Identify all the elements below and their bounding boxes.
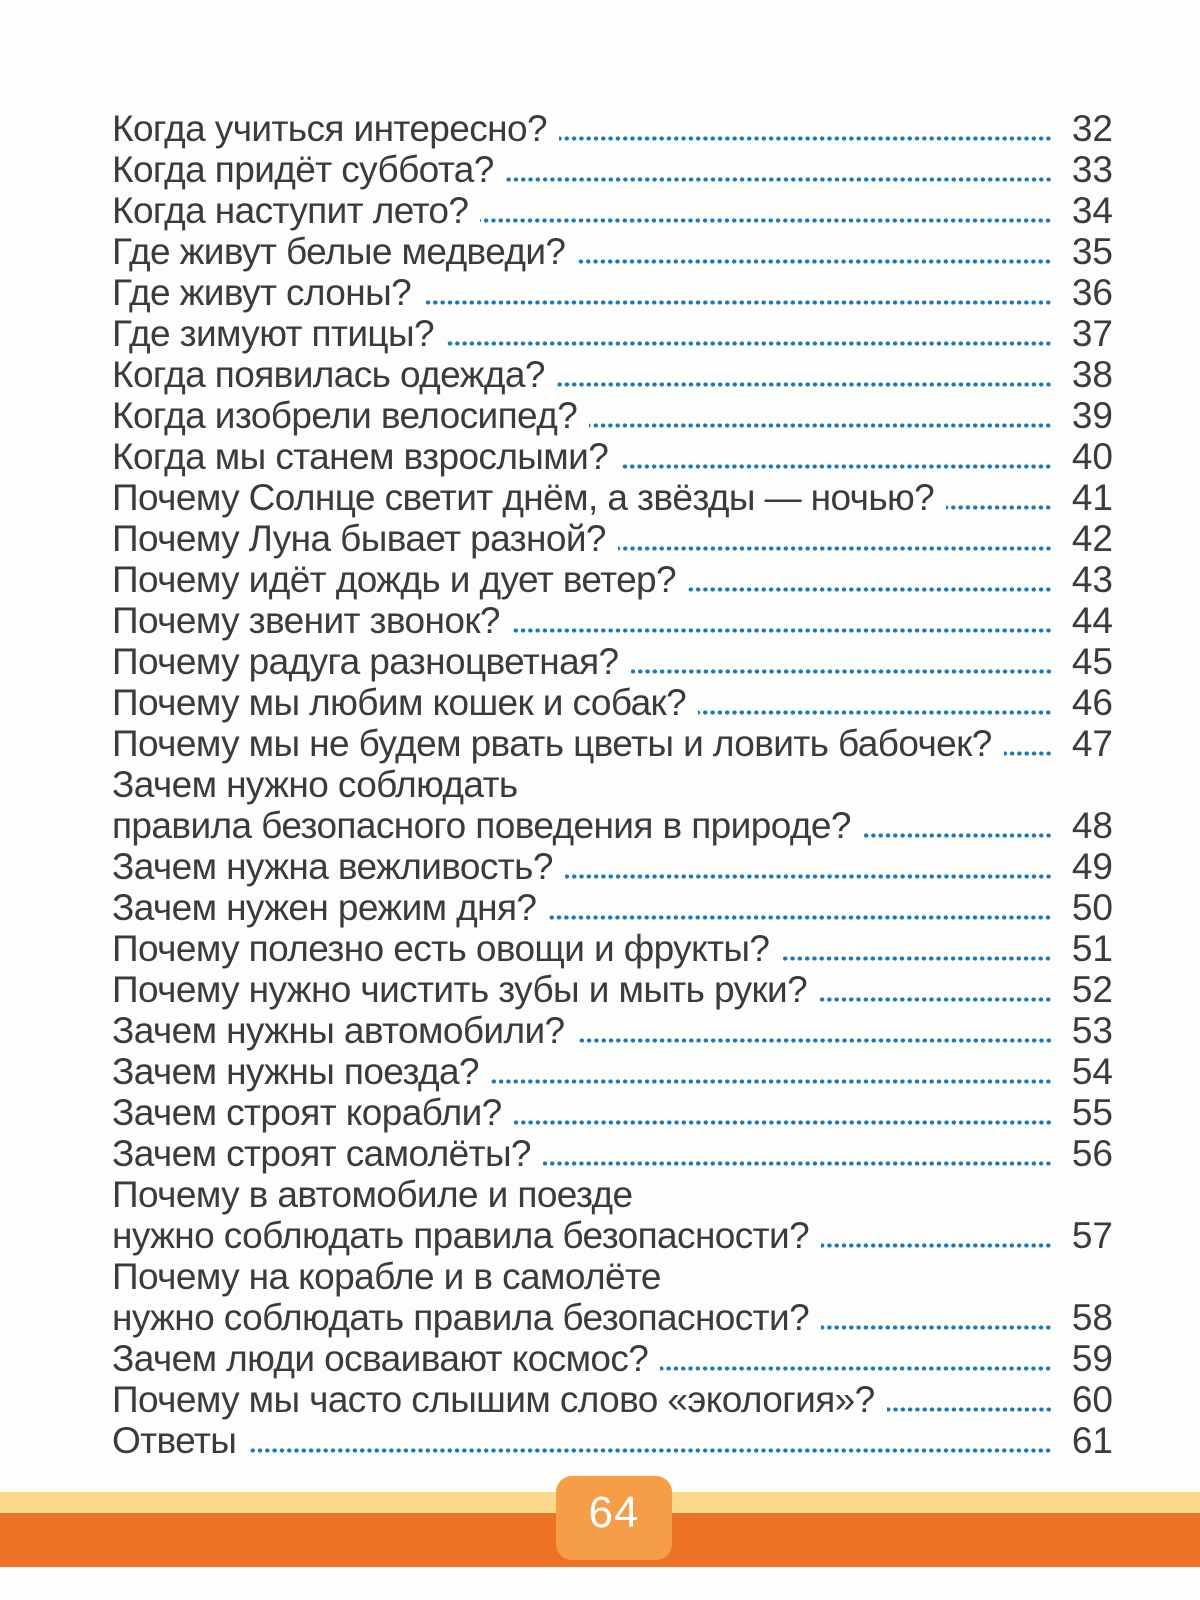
toc-entry-page: 53 [1071,1010,1113,1051]
toc-entry-page: 38 [1071,354,1113,395]
toc-entry-line [112,313,1113,354]
toc-entry-page: 33 [1071,149,1113,190]
toc-entry-page: 47 [1071,723,1113,764]
toc-entry-page: 50 [1071,887,1113,928]
toc-entry-line [112,559,1113,600]
dotted-leader [781,956,1052,961]
toc-entry-line [112,846,1113,887]
dotted-leader [514,1120,1052,1125]
toc-entry-page: 34 [1071,190,1113,231]
dotted-leader [821,1325,1052,1330]
dotted-leader [577,1038,1052,1043]
toc-entry-title: Когда наступит лето? [112,190,469,231]
toc-entry-title: Почему мы не будем рвать цветы и ловить бабочек? [112,723,992,764]
toc-entry-title: правила безопасного поведения в природе? [112,805,851,846]
toc-entry-line [112,108,1113,149]
toc-entry-line [112,1092,1113,1133]
dotted-leader [863,833,1052,838]
toc-entry-title: Почему мы любим кошек и собак? [112,682,687,723]
toc-entry-title: Почему в автомобиле и поезде [112,1174,633,1215]
toc-entry-title: Где живут слоны? [112,272,412,313]
toc-entry-line [112,1010,1113,1051]
toc-entry-title: Когда мы станем взрослыми? [112,436,609,477]
toc-entry-line [112,805,1113,846]
toc-entry-line [112,190,1113,231]
dotted-leader [1004,751,1052,756]
dotted-leader [480,218,1052,223]
toc-entry-line [112,1338,1113,1379]
dotted-leader [548,915,1052,920]
toc-entry-line [112,231,1113,272]
toc-entry-title: Зачем нужны автомобили? [112,1010,565,1051]
dotted-leader [631,669,1053,674]
toc-entry-title: Зачем строят корабли? [112,1092,502,1133]
dotted-leader [446,341,1052,346]
toc-entry-line [112,600,1113,641]
dotted-leader [946,505,1052,510]
dotted-leader [557,382,1052,387]
toc-entry-line [112,1379,1113,1420]
toc-entry-title: Где живут белые медведи? [112,231,566,272]
toc-entry-page: 49 [1071,846,1113,887]
toc-entry-page: 48 [1071,805,1113,846]
toc-entry-line [112,395,1113,436]
toc-entry-title: Почему на корабле и в самолёте [112,1256,661,1297]
toc-entry-title: Когда придёт суббота? [112,149,494,190]
toc-entry-line [112,887,1113,928]
toc-entry-page: 40 [1071,436,1113,477]
toc-entry-page: 55 [1071,1092,1113,1133]
toc-entry-title: Почему нужно чистить зубы и мыть руки? [112,969,808,1010]
toc-entry-line [112,682,1113,723]
dotted-leader [620,464,1052,469]
dotted-leader [688,587,1052,592]
toc-entry-title: Почему звенит звонок? [112,600,500,641]
toc-entry-title: нужно соблюдать правила безопасности? [112,1297,810,1338]
toc-entry-page: 44 [1071,600,1113,641]
dotted-leader [887,1407,1052,1412]
page-number-tab [556,1476,672,1560]
toc-entry-line [112,272,1113,313]
toc-entry-page: 43 [1071,559,1113,600]
toc-entry-line [112,1215,1113,1256]
toc-entry-line [112,518,1113,559]
dotted-leader [565,874,1052,879]
toc-entry-page: 39 [1071,395,1113,436]
toc-entry-page: 42 [1071,518,1113,559]
toc-entry-title: Когда учиться интересно? [112,108,547,149]
toc-entry-page: 35 [1071,231,1113,272]
toc-entry-title: Зачем нужно соблюдать [112,764,518,805]
toc-entry-title: Где зимуют птицы? [112,313,434,354]
toc-entry-page: 54 [1071,1051,1113,1092]
toc-entry-title: Почему радуга разноцветная? [112,641,619,682]
toc-entry-title: Когда появилась одежда? [112,354,545,395]
dotted-leader [512,628,1052,633]
toc-entry-page: 57 [1071,1215,1113,1256]
toc-entry-line [112,1051,1113,1092]
toc-entry-page: 59 [1071,1338,1113,1379]
toc-entry-line [112,1174,1113,1215]
toc-entry-title: Почему мы часто слышим слово «экология»? [112,1379,875,1420]
dotted-leader [577,259,1052,264]
dotted-leader [543,1161,1052,1166]
toc-entry-page: 60 [1071,1379,1113,1420]
toc-entry-title: Почему идёт дождь и дует ветер? [112,559,677,600]
toc-entry-title: Почему полезно есть овощи и фрукты? [112,928,770,969]
dotted-leader [589,423,1052,428]
dotted-leader [698,710,1052,715]
toc-entry-line [112,1133,1113,1174]
toc-entry-page: 37 [1071,313,1113,354]
toc-entry-page: 45 [1071,641,1113,682]
toc-entry-title: Когда изобрели велосипед? [112,395,578,436]
toc-entry-title: Ответы [112,1420,237,1461]
toc-entry-page: 56 [1071,1133,1113,1174]
toc-entry-line [112,354,1113,395]
toc-entry-page: 46 [1071,682,1113,723]
toc-entry-page: 52 [1071,969,1113,1010]
toc-entry-title: Зачем люди осваивают космос? [112,1338,649,1379]
toc-entry-line [112,723,1113,764]
toc-entry-page: 32 [1071,108,1113,149]
toc-entry-line [112,1297,1113,1338]
dotted-leader [618,546,1052,551]
toc-entry-line [112,1420,1113,1461]
dotted-leader [491,1079,1052,1084]
toc-entry-title: Зачем нужен режим дня? [112,887,537,928]
dotted-leader [559,136,1052,141]
toc-entry-line [112,436,1113,477]
toc-entry-title: Почему Солнце светит днём, а звёзды — ночью? [112,477,935,518]
page-number: 64 [588,1488,640,1537]
toc-entry-title: Почему Луна бывает разной? [112,518,606,559]
toc-entry-line [112,969,1113,1010]
toc-entry-page: 36 [1071,272,1113,313]
toc-entry-title: Зачем нужна вежливость? [112,846,553,887]
dotted-leader [248,1448,1052,1453]
toc-entry-page: 51 [1071,928,1113,969]
toc-entry-line [112,641,1113,682]
dotted-leader [821,1243,1052,1248]
dotted-leader [423,300,1052,305]
toc-entry-page: 61 [1071,1420,1113,1461]
toc-entry-line [112,928,1113,969]
dotted-leader [660,1366,1052,1371]
toc-entry-page: 58 [1071,1297,1113,1338]
toc-entry-line [112,149,1113,190]
toc-entry-title: Зачем строят самолёты? [112,1133,531,1174]
dotted-leader [819,997,1052,1002]
toc-entry-line [112,764,1113,805]
toc-entry-line [112,477,1113,518]
dotted-leader [506,177,1052,182]
toc-entry-line [112,1256,1113,1297]
toc-entry-page: 41 [1071,477,1113,518]
toc-entry-title: нужно соблюдать правила безопасности? [112,1215,810,1256]
toc-entry-title: Зачем нужны поезда? [112,1051,479,1092]
